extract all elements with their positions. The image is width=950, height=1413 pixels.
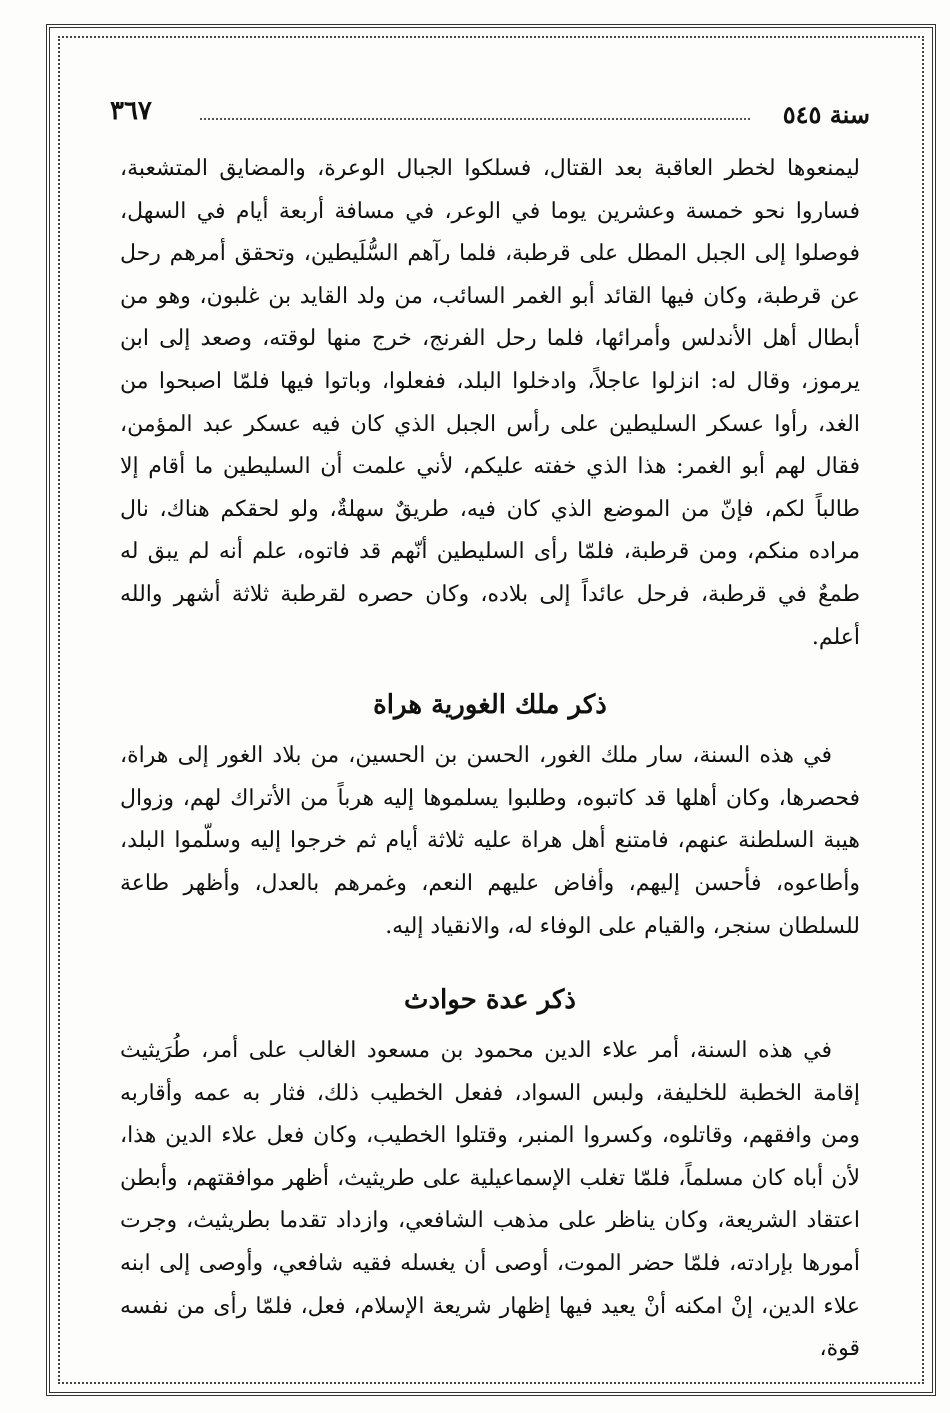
page-number: ٣٦٧ — [110, 96, 152, 126]
header-dotted-leader — [200, 118, 750, 120]
paragraph-events: في هذه السنة، أمر علاء الدين محمود بن مسعود الغالب على أمر، طُرَيثيث إقامة الخطبة للخليفة، ولبس السواد، ففعل الخطيب ذلك، فثار به عمه وأقاربه ومن وافقهم، وقاتلوه، وكسروا المنبر، وقتلوا الخطيب، وكان فعل علاء الدين هذا، لأن أباه كان مسلماً، فلمّا تغلب الإسماعيلية على طريثيث، أظهر موافقتهم، وأبطن اعتقاد الشريعة، وكان يناظر على مذهب الشافعي، وازداد تقدما بطريثيث، وجرت أمورها بإرادته، فلمّا حضر الموت، أوصى أن يغسله فقيه شافعي، وأوصى إلى ابنه علاء الدين، إنْ امكنه أنْ يعيد فيها إظهار شريعة الإسلام، فعل، فلمّا رأى من نفسه قوة، — [120, 1038, 860, 1362]
header-year: سنة ٥٤٥ — [782, 100, 870, 129]
section-heading-ghur-herat: ذكر ملك الغورية هراة — [373, 690, 607, 721]
section-heading-events: ذكر عدة حوادث — [404, 985, 576, 1016]
running-header — [110, 92, 870, 140]
paragraph-ghur-herat: في هذه السنة، سار ملك الغور، الحسن بن الحسين، من بلاد الغور إلى هراة، فحصرها، وكان أهلها قد كاتبوه، وطلبوا يسلموها إليه هرباً من الأتراك لهم، وزوال هيبة السلطنة عنهم، فامتنع أهل هراة عليه ثلاثة أيام ثم خرجوا إليه وسلّموا البلد، وأطاعوه، فأحسن إليهم، وأفاض عليهم النعم، وغمرهم بالعدل، وأظهر طاعة للسلطان سنجر، والقيام على الوفاء له، والانقياد إليه. — [120, 743, 860, 939]
page-body — [120, 148, 860, 1371]
paragraph-continuation: ليمنعوها لخطر العاقبة بعد القتال، فسلكوا الجبال الوعرة، والمضايق المتشعبة، فساروا نحو خمسة وعشرين يوما في الوعر، في مسافة أربعة أيام في السهل، فوصلوا إلى الجبل المطل على قرطبة، فلما رآهم السُّلَيطين، وتحقق أمرهم رحل عن قرطبة، وكان فيها القائد أبو الغمر السائب، من ولد القايد بن غلبون، وهو من أبطال أهل الأندلس وأمرائها، فلما رحل الفرنج، خرج منها لوقته، وصعد إلى ابن يرموز، وقال له: انزلوا عاجلاً، وادخلوا البلد، ففعلوا، وباتوا فيها فلمّا اصبحوا من الغد، رأوا عسكر السليطين على رأس الجبل الذي كان فيه عسكر عبد المؤمن، فقال لهم أبو الغمر: هذا الذي خفته عليكم، لأني علمت أن السليطين ما أقام إلا طالباً لكم، فإنّ من الموضع الذي كان فيه، طريقٌ سهلةٌ، ولو لحقكم هناك، نال مراده منكم، ومن قرطبة، فلمّا رأى السليطين أنّهم قد فاتوه، علم أنه لم يبق له طمعٌ في قرطبة، فرحل عائداً إلى بلاده، وكان حصره لقرطبة ثلاثة أشهر والله أعلم. — [120, 156, 860, 650]
